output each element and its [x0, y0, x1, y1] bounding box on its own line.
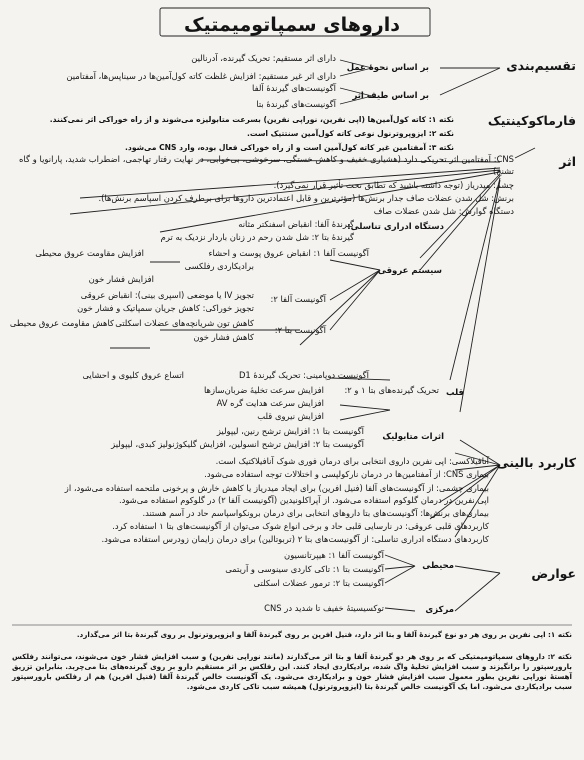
vascular-bp-down: کاهش فشار خون [193, 332, 254, 342]
vascular-alpha2: آگونیست آلفا ۲: [270, 294, 326, 304]
vascular-bp-up: افزایش فشار خون [88, 274, 154, 284]
side-effect-beta1: آگونیست بتا ۱: تاکی کاردی سینوسی و آریتمی [225, 564, 384, 574]
clinical-gu: کاربردهای دستگاه ادراری تناسلی: از آگونیست‌های بتا ۲ (تربوتالین) برای درمان زایمان زودرس استفاده می‌شود. [101, 534, 489, 544]
side-effect-beta2: آگونیست بتا ۲: ترمور عضلات اسکلتی [253, 578, 384, 588]
text-direct: دارای اثر مستقیم: تحریک گیرنده، آدرنالین [191, 53, 336, 63]
heart-receptors: تحریک گیرنده‌های بتا ۱ و ۲: [344, 385, 439, 395]
clinical-anaphylaxis: آنافیلاکسی: اپی نفرین داروی انتخابی برای درمان فوری شوک آنافیلاکتیک است. [215, 456, 489, 466]
text-beta-agonists: آگونیست‌های گیرندهٔ بتا [256, 99, 336, 109]
clinical-eye-1: بیماری چشمی: از آگونیست‌های آلفا (فنیل افرین) برای ایجاد میدریاز یا کاهش خارش و پرخونی ملتحمه استفاده می‌شود، از [64, 483, 489, 493]
clinical-eye-2: اپی نفرین در درمان گلوکوم استفاده می‌شود. از آپراکلونیدین (آگونیست آلفا ۲) در گلوکوم استفاده می‌شود. [118, 495, 489, 505]
heading-classification: تقسیم‌بندی [506, 58, 576, 73]
label-gu: دستگاه ادراری تناسلی: [347, 222, 444, 232]
heart-effect-2: افزایش سرعت هدایت گره AV [216, 398, 324, 408]
clinical-cns: بیماری CNS: از آمفتامین‌ها در درمان نارکولپسی و اختلالات توجه استفاده می‌شود. [204, 469, 489, 479]
heading-pharmacokinetic: فارماکوکینتیک [487, 113, 576, 128]
vascular-dopamine: آگونیست دوپامینی: تحریک گیرندهٔ D1 [238, 370, 369, 380]
effect-gu-beta: گیرندهٔ بتا ۲: شل شدن رحم در زنان باردار نزدیک به ترم [160, 232, 354, 242]
vascular-alpha2-iv: تجویز IV یا موضعی (اسپری بینی): انقباض عروقی [80, 290, 254, 300]
text-indirect: دارای اثر غیر مستقیم: افزایش غلظت کاته کول‌آمین‌ها در سیناپس‌ها، آمفتامین [66, 71, 336, 81]
metabolic-beta1: آگونیست بتا ۱: افزایش ترشح رنین، لیپولیز [216, 426, 364, 436]
label-heart: قلب [445, 388, 464, 398]
vascular-alpha1-effect: افزایش مقاومت عروق محیطی [35, 248, 144, 258]
label-by-mechanism: بر اساس نحوهٔ عمل [346, 63, 429, 73]
label-metabolic: اثرات متابولیک [382, 432, 444, 442]
effect-bronchi: برنش: شل شدن عضلات صاف جدار برنش‌ها (مؤثرترین و قابل اعتمادترین داروها برای برطرف کردن اسپاسم برنش‌ها). [98, 193, 514, 203]
vascular-alpha2-oral: تجویز خوراکی: کاهش جریان سمپاتیک و فشار خون [77, 303, 254, 313]
effect-eye: چشم: میدریاز (توجه داشته باشید که تطابق تحت تأثیر قرار نمی‌گیرد). [273, 180, 514, 190]
pk-note-2: نکته ۲: ایزوپروترنول نوعی کاته کول‌آمین سنتتیک است. [247, 129, 454, 138]
effect-gu-alpha: گیرندهٔ آلفا: انقباض اسفنکتر مثانه [238, 219, 354, 229]
footnote-2: نکته ۲: داروهای سمپاتومیمتیکی که بر روی هر دو گیرندهٔ آلفا و بتا اثر می‌گذارند (مانند نوراپی نفرین) و سبب افزایش فشار خون می‌شوند، می‌توانند رفلکس بارورسپتور را برانگیزند و سبب افزایش تخلیهٔ واگ شده، برادیکاردی ایجاد کنند. این رفلکس بر اثر مستقیم دارو بر روی گیرنده‌های بتا می‌چربد. بنابراین تزریق آهستهٔ نوراپی نفرین بطور معمول سبب افزایش فشار خون و برادیکاردی می‌شود. یک آگونیست خالص گیرندهٔ آلفا (فنیل افرین) هم از رفلکس بارورسپتور سبب برادیکاردی می‌شود. اما یک آگونیست خالص گیرندهٔ بتا (ایزوپروترنول) همیشه سبب تاکی کاردی می‌شود. [12, 652, 572, 691]
clinical-heart: کاربردهای قلبی عروقی: در نارسایی قلبی حاد و برخی انواع شوک می‌توان از آگونیست‌های بتا ۱ استفاده کرد. [112, 521, 489, 531]
pk-note-1: نکته ۱: کاته کول‌آمین‌ها (اپی نفرین، نوراپی نفرین) بسرعت متابولیزه می‌شوند و از راه خوراکی اثر نمی‌کنند. [49, 115, 454, 124]
clinical-bronchi: بیماری‌های برنش‌ها: آگونیست‌های بتا داروهای انتخابی برای درمان برونکواسپاسم حاد در آسم هستند. [142, 508, 489, 518]
vascular-beta2: آگونیست بتا ۲: [274, 325, 326, 335]
text-alpha-agonists: آگونیست‌های گیرندهٔ آلفا [252, 83, 336, 93]
side-effect-cns: توکسیسیتهٔ خفیف تا شدید در CNS [264, 603, 384, 613]
effect-gi: دستگاه گوارش: شل شدن عضلات صاف [373, 206, 514, 216]
heart-effect-1: افزایش سرعت تخلیهٔ ضربان‌سازها [203, 385, 324, 395]
label-by-receptor: بر اساس طیف اثر [352, 91, 429, 101]
page-title: داروهای سمپاتومیمتیک [184, 14, 400, 36]
footnote-1: نکته ۱: اپی نفرین بر روی هر دو نوع گیرندهٔ آلفا و بتا اثر دارد، فنیل افرین بر روی گیرندهٔ آلفا و ایزوپروترنول بر روی گیرندهٔ بتا اثر می‌گذارد. [76, 630, 572, 639]
vascular-beta2-resistance: کاهش مقاومت عروق محیطی [9, 318, 114, 328]
vascular-alpha1: آگونیست آلفا ۱: انقباض عروق پوست و احشاء [208, 248, 369, 258]
vascular-dopamine-effect: اتساع عروق کلیوی و احشایی [82, 370, 184, 380]
effect-cns: CNS: آمفتامین اثر تحریکی دارد (هشیاری خفیف و کاهش خستگی، سرخوشی، بی‌خوابی، در نهایت رفتار تهاجمی، اضطراب شدید، پارانویا و گاه تشنج) [19, 154, 514, 176]
metabolic-beta2: آگونیست بتا ۲: افزایش ترشح انسولین، افزایش گلیکوژنولیز کبدی، لیپولیز [111, 439, 364, 449]
heading-side-effects: عوارض [531, 566, 576, 581]
side-effect-alpha1: آگونیست آلفا ۱: هیپرتانسیون [284, 550, 384, 560]
heading-clinical: کاربرد بالینی [496, 455, 576, 470]
label-vascular: سیستم عروقی [377, 266, 442, 276]
label-central: مرکزی [425, 605, 454, 615]
vascular-beta2-effect: کاهش تون شریانچه‌های عضلات اسکلتی [115, 318, 254, 328]
pk-note-3: نکته ۳: آمفتامین غیر کاته کول‌آمین است و از راه خوراکی فعال بوده، وارد CNS می‌شود. [125, 143, 454, 152]
heart-effect-3: افزایش نیروی قلب [257, 411, 324, 421]
vascular-reflex: برادیکاردی رفلکسی [184, 261, 254, 271]
label-peripheral: محیطی [422, 561, 454, 571]
heading-effects: اثر [559, 154, 576, 169]
